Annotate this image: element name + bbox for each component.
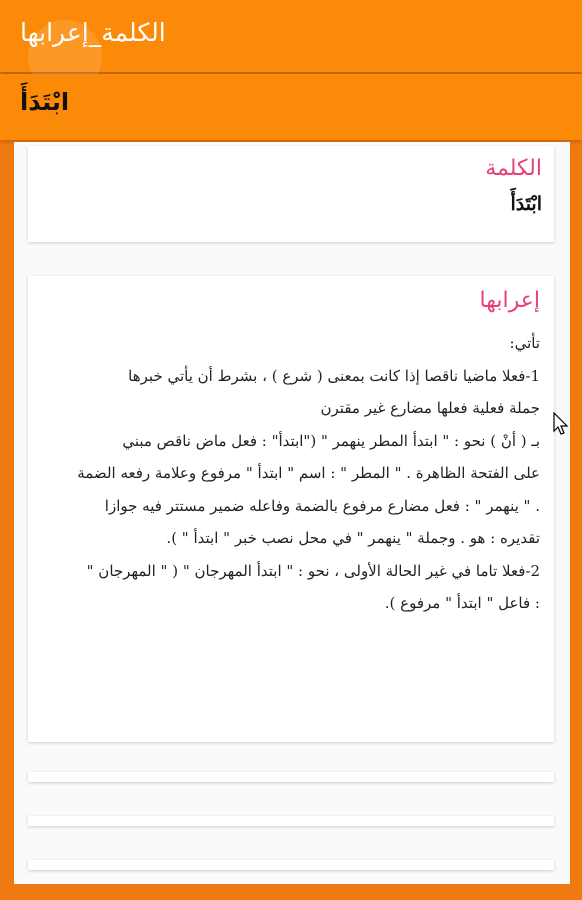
empty-card <box>28 772 554 782</box>
irab-card-heading: إعرابها <box>479 288 540 313</box>
irab-line: : فاعل " ابتدأ " مرفوع ). <box>384 594 540 612</box>
mouse-pointer-icon <box>553 412 571 436</box>
irab-text <box>42 327 540 620</box>
irab-line: جملة فعلية فعلها مضارع غير مقترن <box>320 399 540 417</box>
irab-line: تقديره : هو . وجملة " ينهمر " في محل نصب خبر " ابتدأ " ). <box>166 529 540 547</box>
irab-line: تأتي: <box>509 334 540 352</box>
irab-line: 2-فعلا تاما في غير الحالة الأولى ، نحو : " ابتدأ المهرجان " ( " المهرجان " <box>86 561 540 580</box>
irab-card <box>28 276 554 742</box>
word-card <box>28 146 554 242</box>
irab-line: 1-فعلا ماضيا ناقصا إذا كانت بمعنى ( شرع ) ، بشرط أن يأتي خبرها <box>128 366 540 385</box>
content-area[interactable] <box>14 142 570 884</box>
word-card-heading: الكلمة <box>485 156 542 181</box>
irab-line: بـ ( أنْ ) نحو : " ابتدأ المطر ينهمر " ("ابتدأ" : فعل ماض ناقص مبني <box>122 431 540 450</box>
irab-line: . " ينهمر " : فعل مضارع مرفوع بالضمة وفاعله ضمير مستتر فيه جوازا <box>104 496 540 515</box>
app-title: الكلمة_إعرابها <box>20 18 166 47</box>
empty-card <box>28 860 554 870</box>
irab-line: على الفتحة الظاهرة . " المطر " : اسم " ابتدأ " مرفوع وعلامة رفعه الضمة <box>77 464 540 482</box>
app-bar <box>0 0 582 72</box>
toolbar-word-title: ابْتَدَأَ <box>20 88 70 116</box>
word-value: ابْتَدَأَ <box>510 193 542 215</box>
empty-card <box>28 816 554 826</box>
word-toolbar <box>0 74 582 140</box>
